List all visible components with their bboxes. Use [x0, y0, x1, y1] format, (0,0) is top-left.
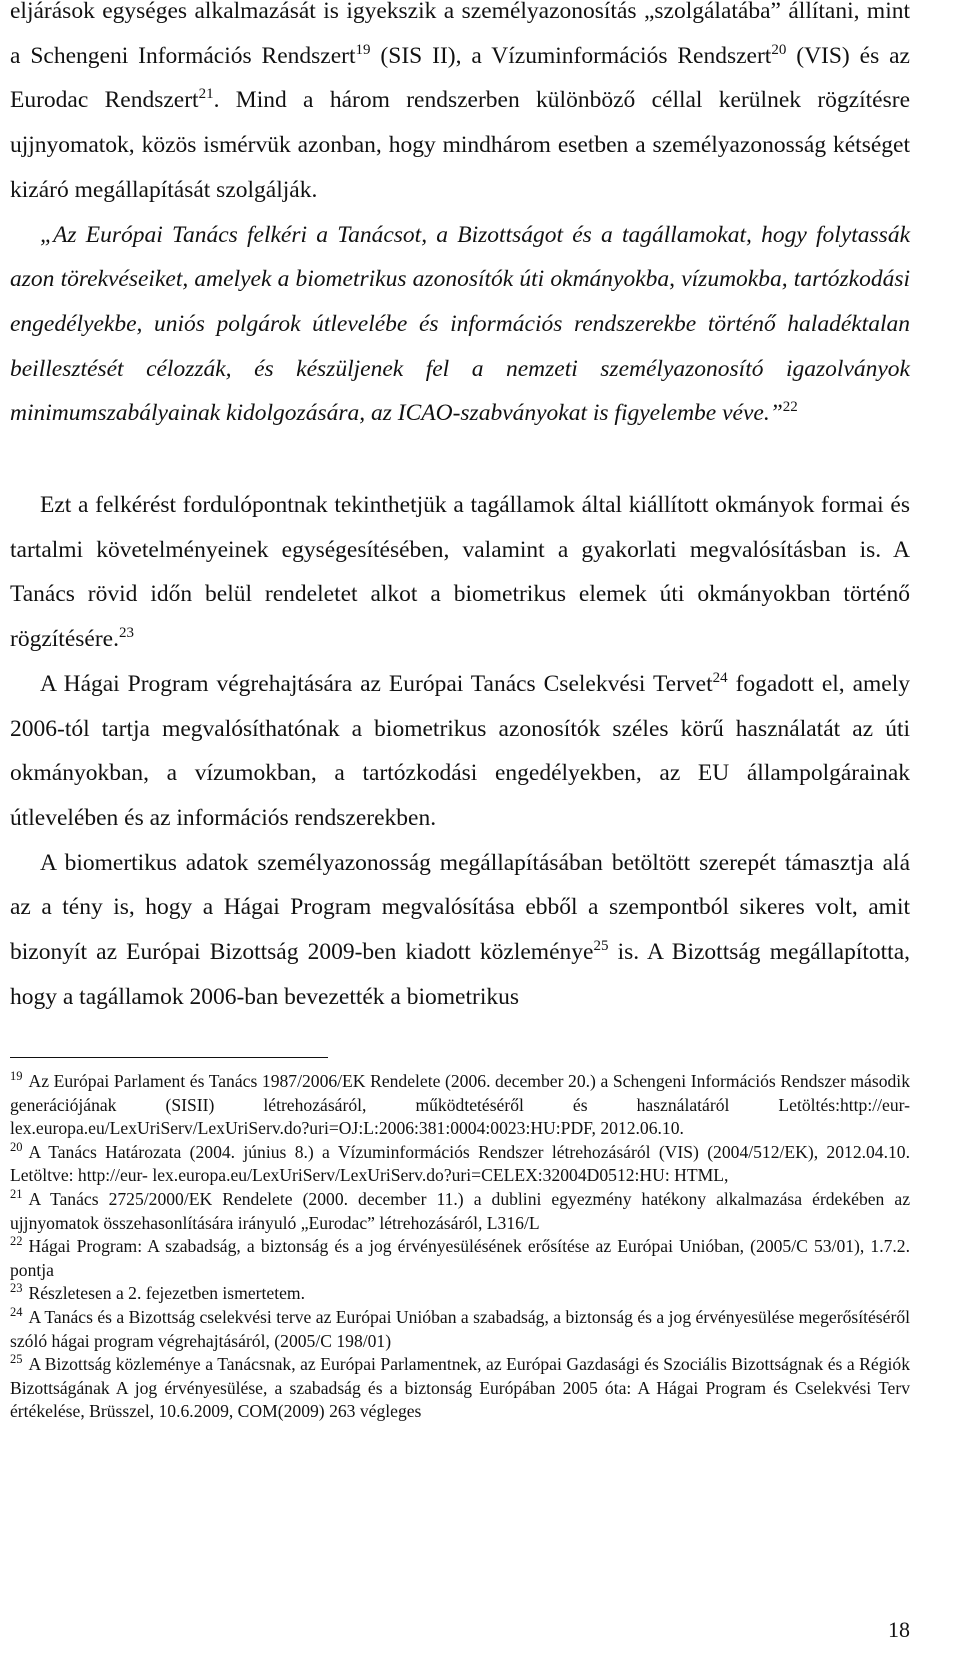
footnote-25: [10, 1353, 910, 1424]
footnote-22: [10, 1235, 910, 1282]
footnote-number: 19: [10, 1069, 23, 1083]
footnote-ref-23[interactable]: 23: [118, 625, 134, 642]
footnote-number: 21: [10, 1186, 23, 1201]
text-run: (VIS) és az Eurodac Rendszert: [10, 42, 910, 114]
footnote-text: A Bizottság közleménye a Tanácsnak, az Európai Parlamentnek, az Európai Gazdasági és Szociális Bizottságnak és a Régiók Bizottságának A jog érvényesülése, a szabadság és a biztonság Európában 2005 óta: A Hágai Program és Cselekvési Terv értékelése, Brüsszel, 10.6.2009, COM(2009) 263 végleges: [10, 1354, 910, 1422]
page-number: 18: [888, 1617, 910, 1642]
footnote-ref-25[interactable]: 25: [593, 938, 609, 955]
text-run: Ezt a felkérést fordulópontnak tekinthetjük a tagállamok által kiállított okmányok formai és tartalmi követelményeinek egységesítésében, valamint a gyakorlati megvalósításban is. A Tanács rövid időn belül rendeletet alkot a biometrikus elemek úti okmányokban történő rögzítésére.: [10, 492, 910, 653]
footnotes: [10, 1070, 910, 1424]
text-run: fogadott el, amely 2006-tól tartja megvalósíthatónak a biometrikus azonosítók széles körű használatát az úti okmányokban, a vízumokban, a tartózkodási engedélyekben, az EU állampolgárainak útlevelében és az információs rendszerekben.: [10, 670, 910, 831]
quote-paragraph: [10, 213, 910, 437]
footnote-ref-22[interactable]: 22: [782, 399, 798, 416]
text-run: A Hágai Program végrehajtására az Európai Tanács Cselekvési Tervet: [40, 670, 713, 697]
footnote-text: A Tanács 2725/2000/EK Rendelete (2000. december 11.) a dublini egyezmény hatékony alkalmazása érdekében az ujjnyomatok összehasonlítására irányuló „Eurodac” létrehozásáról, L316/L: [10, 1188, 910, 1233]
text-run: (SIS II), a Vízuminformációs Rendszert: [370, 42, 772, 69]
footnote-text: Részletesen a 2. fejezetben ismertetem.: [28, 1283, 305, 1304]
footnote-24: [10, 1306, 910, 1353]
footnote-number: 24: [10, 1304, 23, 1319]
text-run: . Mind a három rendszerben különböző céllal kerülnek rögzítésre ujjnyomatok, közös ismérvük azonban, hogy mindhárom esetben a személyazonosság kétséget kizáró megállapítását szolgálják.: [10, 87, 910, 203]
paragraph-biometric: [10, 841, 910, 1020]
footnote-number: 23: [10, 1281, 23, 1296]
footnote-number: 25: [10, 1352, 23, 1367]
footnote-text: A Tanács és a Bizottság cselekvési terve az Európai Unióban a szabadság, a biztonság és a jog érvényesülése megerősítéséről szóló hágai program végrehajtásáról, (2005/C 198/01): [10, 1306, 910, 1351]
paragraph-hague-program: [10, 662, 910, 841]
footnote-21: [10, 1188, 910, 1235]
footnote-ref-19[interactable]: 19: [355, 41, 371, 58]
footnote-ref-20[interactable]: 20: [771, 41, 787, 58]
footnote-23: [10, 1282, 910, 1306]
footnote-text: Hágai Program: A szabadság, a biztonság és a jog érvényesülésének erősítése az Európai Unióban, (2005/C 53/01), 1.7.2. pontja: [10, 1236, 910, 1280]
footnote-19: [10, 1070, 910, 1141]
body-text-upper: [10, 0, 910, 436]
body-text-lower: [10, 483, 910, 1019]
footnote-text: Az Európai Parlament és Tanács 1987/2006/EK Rendelete (2006. december 20.) a Schengeni Információs Rendszer második generációjának (SISII) létrehozásáról, működtetéséről és használatáról Letöltés:http://eur-lex.europa.eu/LexUriServ/LexUriServ.do?uri=OJ:L:2006:381:0004:0023:HU:PDF, 2012.06.10.: [10, 1071, 910, 1139]
text-run: is. A Bizottság megállapította, hogy a tagállamok 2006-ban bevezették a biometrikus: [10, 939, 910, 1010]
paragraph-schengen: [10, 0, 910, 213]
footnote-20: [10, 1141, 910, 1188]
quote-text: „Az Európai Tanács felkéri a Tanácsot, a Bizottságot és a tagállamokat, hogy folytassák azon törekvéseiket, amelyek a biometrikus azonosítók úti okmányokba, vízumokba, tartózkodási engedélyekbe, uniós polgárok útlevelébe és információs rendszerekbe történő haladéktalan beillesztését célozzák, és készüljenek fel a nemzeti személyazonosító igazolványok minimumszabályainak kidolgozására, az ICAO-szabványokat is figyelembe véve.”: [10, 221, 910, 427]
text-run: A biomertikus adatok személyazonosság megállapításában betöltött szerepét támasztja alá az a tény is, hogy a Hágai Program megvalósítása ebből a szempontból sikeres volt, amit bizonyít az Európai Bizottság 2009-ben kiadott közleménye: [10, 849, 910, 966]
footnote-separator: [10, 1057, 328, 1058]
text-run: eljárások egységes alkalmazását is igyekszik a személyazonosítás „szolgálatába” állítani, mint a Schengeni Információs Rendszert: [10, 0, 910, 69]
paragraph-request: [10, 483, 910, 662]
footnote-ref-21[interactable]: 21: [198, 86, 214, 103]
footnote-text: A Tanács Határozata (2004. június 8.) a Vízuminformációs Rendszer létrehozásáról (VIS) (2004/512/EK), 2012.04.10. Letöltve: http://eur- lex.europa.eu/LexUriServ/LexUriServ.do?uri=CELEX:32004D0512:HU: HTML,: [10, 1141, 910, 1186]
footnote-number: 20: [10, 1139, 23, 1154]
footnote-ref-24[interactable]: 24: [712, 669, 728, 686]
footnote-number: 22: [10, 1234, 23, 1249]
